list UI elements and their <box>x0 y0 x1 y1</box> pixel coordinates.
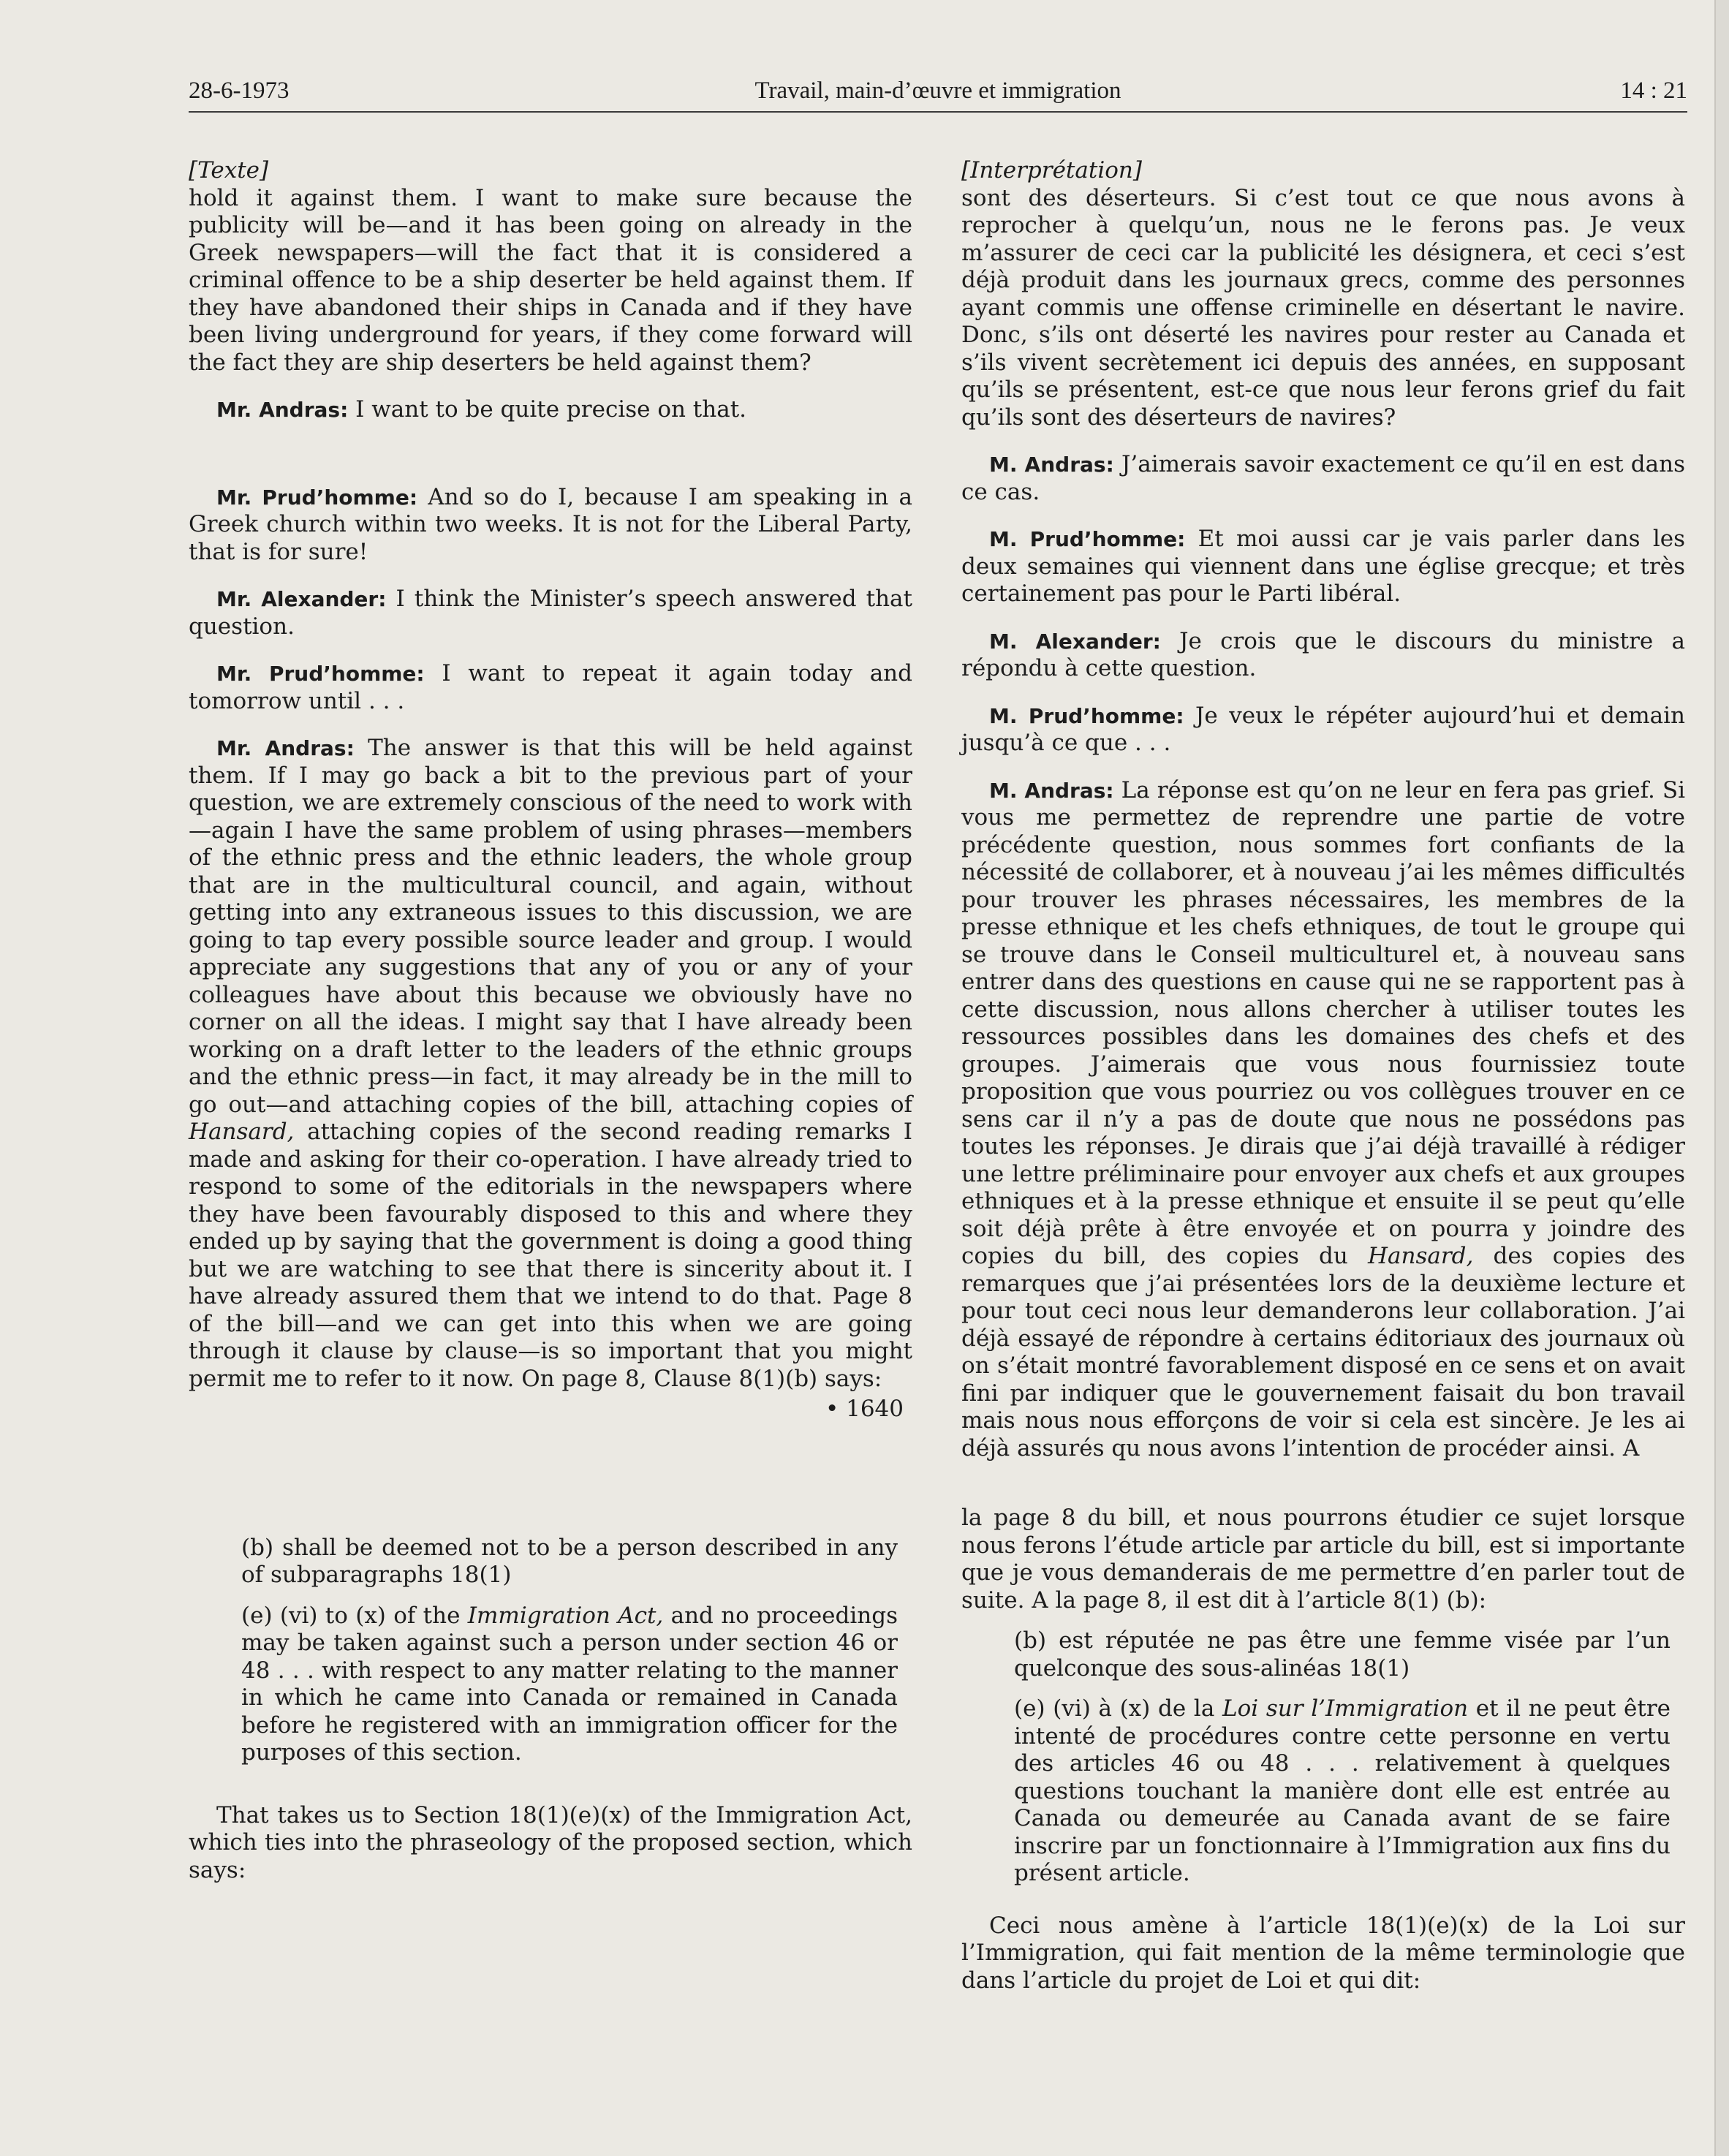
speech-text: Et moi aussi car je vais parler dans les deux semaines qui viennent dans une église grecque; et très certainement pas pour le Parti libéral. <box>961 526 1685 607</box>
clause-text: et il ne peut être intenté de procédures contre cette personne en vertu des articles 46 ou 48 . . . relativement à quelques questions touchant la manière dont elle est entrée au Canada ou demeurée au Canada avant de se faire inscrire par un fonctionnaire à l’Immigration aux fins du présent article. <box>1014 1695 1671 1886</box>
french-column <box>961 157 1685 2014</box>
paragraph: Ceci nous amène à l’article 18(1)(e)(x) de la Loi sur l’Immigration, qui fait mention de la même terminologie que dans l’article du projet de Loi et qui dit: <box>961 1912 1685 1994</box>
speech-text: And so do I, because I am speaking in a Greek church within two weeks. It is not for the Liberal Party, that is for sure! <box>189 483 913 565</box>
text-tag: [Texte] <box>189 157 269 184</box>
speaker-name: M. Prud’homme: <box>989 527 1186 551</box>
speech-text: I think the Minister’s speech answered that question. <box>189 586 912 640</box>
speaker-name: Mr. Andras: <box>216 736 355 760</box>
header-title: Travail, main-d’œuvre et immigration <box>754 77 1121 104</box>
speech-paragraph <box>189 396 912 424</box>
speech-paragraph <box>961 777 1685 1463</box>
speech-paragraph <box>961 628 1685 683</box>
speech-text: Je veux le répéter aujourd’hui et demain jusqu’à ce que . . . <box>961 702 1685 756</box>
speech-text: J’aimerais savoir exactement ce qu’il en est dans ce cas. <box>961 451 1685 505</box>
speech-paragraph <box>189 660 912 715</box>
speech-paragraph <box>189 484 912 567</box>
running-header <box>189 73 1687 113</box>
quoted-clause <box>241 1603 898 1767</box>
speaker-name: M. Andras: <box>989 453 1114 477</box>
english-column <box>189 157 912 1904</box>
speech-text: attaching copies of the second reading remarks I made and asking for their co-operation. I have already tried to respond to some of the editorials in the newspapers where they have been favourably disposed to this and where they ended up by saying that the government is doing a good thing but we are watching to see that there is sincerity about it. I have already assured them that we intend to do that. Page 8 of the bill—and we can get into this when we are going through it clause by clause—is so important that you might permit me to refer to it now. On page 8, Clause 8(1)(b) says: <box>189 1119 912 1392</box>
time-marker: • 1640 <box>825 1396 904 1422</box>
speech-text: The answer is that this will be held against them. If I may go back a bit to the previous part of your question, we are extremely conscious of the need to work with—again I have the same problem of using phrases—members of the ethnic press and the ethnic leaders, the whole group that are in the multicultural council, and again, without getting into any extraneous issues to this discussion, we are going to tap every possible source leader and group. I would appreciate any suggestions that any of you or any of your colleagues have about this because we obviously have no corner on all the ideas. I might say that I have already been working on a draft letter to the leaders of the ethnic groups and the ethnic press—in fact, it may already be in the mill to go out—and attaching copies of the bill, attaching copies of <box>189 735 912 1118</box>
speech-text: Je crois que le discours du ministre a répondu à cette question. <box>961 627 1685 681</box>
paragraph: sont des déserteurs. Si c’est tout ce que nous avons à reprocher à quelqu’un, nous ne le ferons pas. Je veux m’assurer de ceci car la publicité les désignera, et ceci s’est déjà produit dans les journaux grecs, comme des personnes ayant commis une offense criminelle en désertant le navire. Donc, s’ils ont déserté les navires pour rester au Canada et s’ils vivent secrètement ici depuis des années, en supposant qu’ils se présentent, est-ce que nous leur ferons grief du fait qu’ils sont des déserteurs de navires? <box>961 184 1685 431</box>
quoted-clause: (b) shall be deemed not to be a person described in any of subparagraphs 18(1) <box>241 1534 898 1588</box>
italic-reference: Hansard, <box>189 1119 295 1145</box>
speaker-name: Mr. Alexander: <box>216 587 387 611</box>
header-date: 28-6-1973 <box>189 77 290 104</box>
speech-paragraph <box>189 735 912 1393</box>
clause-text: (e) (vi) to (x) of the <box>241 1602 468 1629</box>
speech-text: I want to be quite precise on that. <box>348 396 747 423</box>
speaker-name: Mr. Prud’homme: <box>216 485 418 510</box>
speaker-name: Mr. Andras: <box>216 398 349 422</box>
speaker-name: Mr. Prud’homme: <box>216 662 425 686</box>
interpretation-tag: [Interprétation] <box>961 157 1142 184</box>
speech-text: I want to repeat it again today and tomorrow until . . . <box>189 660 912 714</box>
paragraph: hold it against them. I want to make sure because the publicity will be—and it has been going on already in the Greek newspapers—will the fact that it is considered a criminal offence to be a ship deserter be held against them. If they have abandoned their ships in Canada and if they have been living underground for years, if they come forward will the fact they are ship deserters be held against them? <box>189 184 912 376</box>
speaker-name: M. Andras: <box>989 778 1114 803</box>
clause-text: and no proceedings may be taken against such a person under section 46 or 48 . . . with respect to any matter relating to the manner in which he came into Canada or remained in Canada before he registered with an immigration officer for the purposes of this section. <box>241 1602 898 1766</box>
paragraph-continuation: la page 8 du bill, et nous pourrons étudier ce sujet lorsque nous ferons l’étude article par article du bill, est si importante que je vous demanderais de me permettre d’en parler tout de suite. A la page 8, il est dit à l’article 8(1) (b): <box>961 1505 1685 1614</box>
speech-text: des copies des remarques que j’ai présentées lors de la deuxième lecture et pour tout ceci nous leur demanderons leur collaboration. J’ai déjà essayé de répondre à certains éditoriaux des journaux où on s’était montré favorablement disposé en ce sens et on avait fini par indiquer que le gouvernement faisait du bon travail mais nous nous efforçons de voir si cela est sincère. Je les ai déjà assurés qu nous avons l’intention de procéder ainsi. A <box>961 1243 1685 1461</box>
speech-paragraph <box>961 526 1685 608</box>
clause-text: (e) (vi) à (x) de la <box>1014 1695 1222 1722</box>
quoted-clause: (b) est réputée ne pas être une femme visée par l’un quelconque des sous-alinéas 18(1) <box>1014 1627 1671 1682</box>
speech-text: La réponse est qu’on ne leur en fera pas grief. Si vous me permettez de reprendre une partie de votre précédente question, nous sommes fort confiants de la nécessité de collaborer, et à nouveau j’ai les mêmes difficultés pour trouver les phrases nécessaires, les membres de la presse ethnique et les chefs ethniques, de tout le groupe qui se trouve dans le Conseil multiculturel et, à nouveau sans entrer dans des questions en cause qui ne se rapportent pas à cette discussion, nous allons chercher à utiliser toutes les ressources possibles dans les domaines des chefs et des groupes. J’aimerais que vous nous fournissiez toute proposition que vous pourriez ou vos collègues trouver en ce sens car il n’y a pas de doute que nous ne possédons pas toutes les réponses. Je dirais que j’ai déjà travaillé à rédiger une lettre préliminaire pour envoyer aux chefs et aux groupes ethniques et à la presse ethnique et ensuite il se peut qu’elle soit déjà prête à être envoyée et on pourra y joindre des copies du bill, des copies du <box>961 776 1685 1269</box>
header-page-number: 14 : 21 <box>1620 77 1687 104</box>
speech-paragraph <box>189 586 912 640</box>
quoted-clause <box>1014 1695 1671 1888</box>
italic-act-name: Loi sur l’Immigration <box>1222 1695 1469 1722</box>
speaker-name: M. Alexander: <box>989 629 1161 654</box>
italic-act-name: Immigration Act, <box>467 1602 664 1629</box>
speaker-name: M. Prud’homme: <box>989 703 1184 728</box>
speech-paragraph <box>961 703 1685 757</box>
speech-paragraph <box>961 451 1685 506</box>
italic-reference: Hansard, <box>1367 1243 1474 1269</box>
paragraph: That takes us to Section 18(1)(e)(x) of the Immigration Act, which ties into the phraseology of the proposed section, which says: <box>189 1801 912 1883</box>
